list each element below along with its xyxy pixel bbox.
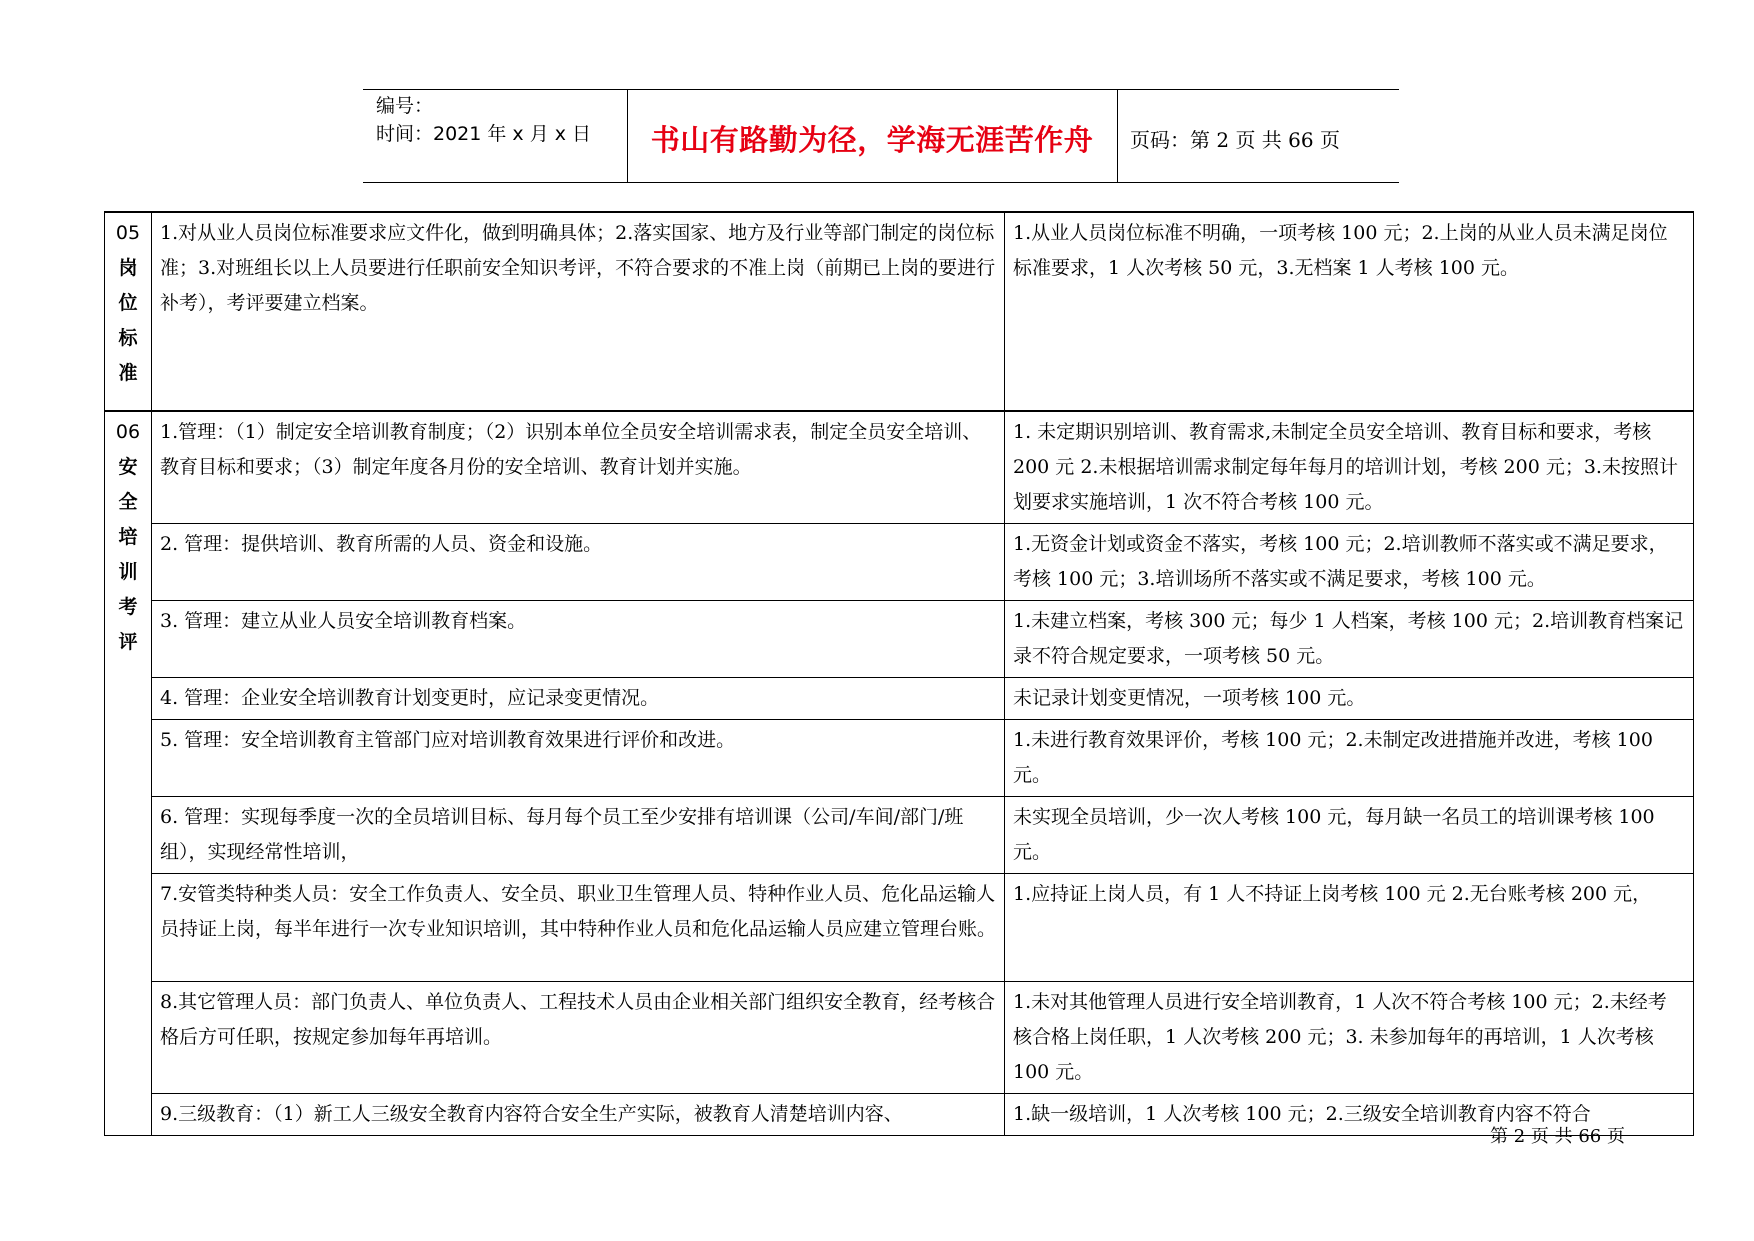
requirement-cell: 3. 管理：建立从业人员安全培训教育档案。 — [152, 601, 1005, 678]
table-row — [105, 678, 1694, 720]
assessment-cell: 1.未对其他管理人员进行安全培训教育，1 人次不符合考核 100 元；2.未经考核合格上岗任职，1 人次考核 200 元；3. 未参加每年的再培训，1 人次考核 100 元。 — [1005, 982, 1694, 1094]
header-motto: 书山有路勤为径，学海无涯苦作舟 — [650, 123, 1094, 157]
header-meta — [376, 92, 591, 148]
requirement-cell: 7.安管类特种类人员：安全工作负责人、安全员、职业卫生管理人员、特种作业人员、危化品运输人员持证上岗，每半年进行一次专业知识培训，其中特种作业人员和危化品运输人员应建立管理台账。 — [152, 874, 1005, 982]
header-divider-right — [1117, 89, 1118, 183]
assessment-cell: 1. 未定期识别培训、教育需求,未制定全员安全培训、教育目标和要求，考核 200 元 2.未根据培训需求制定每年每月的培训计划，考核 200 元；3.未按照计划要求实施培训，1 次不符合考核 100 元。 — [1005, 411, 1694, 524]
assessment-cell: 1.未进行教育效果评价，考核 100 元；2.未制定改进措施并改进，考核 100 元。 — [1005, 720, 1694, 797]
assessment-cell: 1.缺一级培训，1 人次考核 100 元；2.三级安全培训教育内容不符合 — [1005, 1094, 1694, 1136]
assessment-cell: 未记录计划变更情况，一项考核 100 元。 — [1005, 678, 1694, 720]
table-row — [105, 720, 1694, 797]
requirement-cell: 4. 管理：企业安全培训教育计划变更时，应记录变更情况。 — [152, 678, 1005, 720]
section-label: 岗位标准 — [118, 257, 138, 384]
section-number: 06 — [115, 421, 141, 443]
header-page-number: 页码：第 2 页 共 66 页 — [1130, 128, 1340, 152]
assessment-cell: 1.从业人员岗位标准不明确，一项考核 100 元；2.上岗的从业人员未满足岗位标准要求，1 人次考核 50 元，3.无档案 1 人考核 100 元。 — [1005, 212, 1694, 411]
table-row — [105, 524, 1694, 601]
section-number: 05 — [115, 222, 141, 244]
table-row — [105, 411, 1694, 524]
requirement-cell: 5. 管理：安全培训教育主管部门应对培训教育效果进行评价和改进。 — [152, 720, 1005, 797]
header-top-rule — [363, 89, 1399, 90]
requirement-cell: 2. 管理：提供培训、教育所需的人员、资金和设施。 — [152, 524, 1005, 601]
table-row — [105, 601, 1694, 678]
table-row — [105, 874, 1694, 982]
table-row — [105, 797, 1694, 874]
assessment-table — [104, 211, 1694, 1136]
document-time: 时间：2021 年 x 月 x 日 — [376, 123, 592, 145]
assessment-cell: 未实现全员培训，少一次人考核 100 元，每月缺一名员工的培训课考核 100 元。 — [1005, 797, 1694, 874]
assessment-cell: 1.应持证上岗人员，有 1 人不持证上岗考核 100 元 2.无台账考核 200 元， — [1005, 874, 1694, 982]
assessment-cell: 1.未建立档案，考核 300 元；每少 1 人档案，考核 100 元；2.培训教育档案记录不符合规定要求，一项考核 50 元。 — [1005, 601, 1694, 678]
section-05-cell — [105, 212, 152, 411]
header-bottom-rule — [363, 182, 1399, 183]
table-row — [105, 982, 1694, 1094]
section-06-cell — [105, 411, 152, 1136]
footer-page-number: 第 2 页 共 66 页 — [1490, 1126, 1625, 1147]
table-row — [105, 1094, 1694, 1136]
section-label: 安全培训考评 — [118, 456, 138, 653]
requirement-cell: 1.管理：（1）制定安全培训教育制度；（2）识别本单位全员安全培训需求表，制定全员安全培训、教育目标和要求；（3）制定年度各月份的安全培训、教育计划并实施。 — [152, 411, 1005, 524]
requirement-cell: 9.三级教育：（1）新工人三级安全教育内容符合安全生产实际，被教育人清楚培训内容、 — [152, 1094, 1005, 1136]
document-number-label: 编号： — [376, 95, 434, 117]
requirement-cell: 1.对从业人员岗位标准要求应文件化，做到明确具体；2.落实国家、地方及行业等部门制定的岗位标准；3.对班组长以上人员要进行任职前安全知识考评，不符合要求的不准上岗（前期已上岗的要进行补考），考评要建立档案。 — [152, 212, 1005, 411]
assessment-cell: 1.无资金计划或资金不落实，考核 100 元；2.培训教师不落实或不满足要求，考核 100 元；3.培训场所不落实或不满足要求，考核 100 元。 — [1005, 524, 1694, 601]
requirement-cell: 6. 管理：实现每季度一次的全员培训目标、每月每个员工至少安排有培训课（公司/车间/部门/班组），实现经常性培训， — [152, 797, 1005, 874]
requirement-cell: 8.其它管理人员：部门负责人、单位负责人、工程技术人员由企业相关部门组织安全教育，经考核合格后方可任职，按规定参加每年再培训。 — [152, 982, 1005, 1094]
table-row — [105, 212, 1694, 411]
